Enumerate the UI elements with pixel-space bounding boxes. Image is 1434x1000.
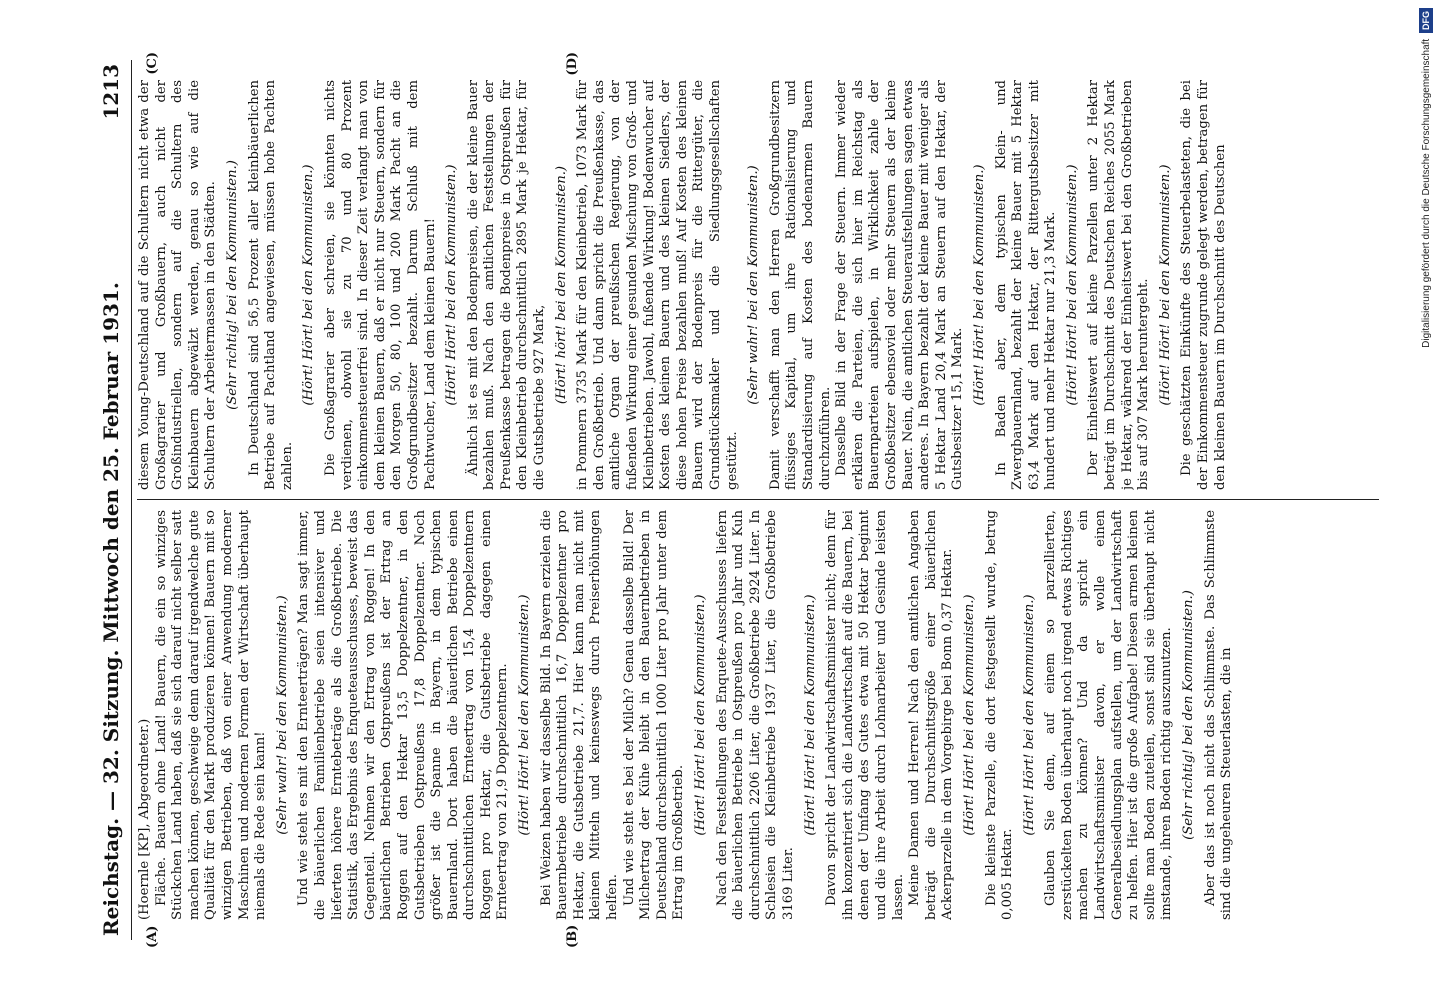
margin-mark-d: (D) [565,52,580,76]
paragraph: Die geschätzten Einkünfte des Steuerbelasteten, die bei der Einkommensteuer zugrunde gelegt werden, betragen für den kleinen Bauern im Durchschnitt des Deutschen [1179,80,1228,490]
document-sheet [85,50,1385,950]
paragraph: Dasselbe Bild in der Frage der Steuern. Immer wieder erklären die Parteien, die sich hier im Reichstag als Bauernparteien aufspielen, in Wirklichkeit zahle der Großbesitzer ebensoviel oder mehr Steuern als der kleine Bauer. Nein, die amtlichen Steueraufstellungen sagen etwas anderes. In Bayern bezahlt der kleine Bauer mit weniger als 5 Hektar Land 20,4 Mark an Steuern auf den Hektar, der Gutsbesitzer 15,1 Mark. [834,80,966,490]
paragraph: Ähnlich ist es mit den Bodenpreisen, die der kleine Bauer bezahlen muß. Nach den amtlichen Feststellungen der Preußenkasse betragen die Bodenpreise in Ostpreußen für den Kleinbetrieb durchschnittlich 2895 Mark je Hektar, für die Gutsbetriebe 927 Mark, [465,80,548,490]
interjection: (Hört! Hört! bei den Kommunisten.) [517,594,533,836]
interjection: (Sehr wahr! bei den Kommunisten.) [746,165,762,405]
interjection: (Sehr wahr! bei den Kommunisten.) [274,595,290,835]
interjection: (Hört! Hört! bei den Kommunisten.) [693,594,708,836]
paragraph: Und wie steht es mit den Ernteerträgen? Man sagt immer, die bäuerlichen Familienbetriebe seien intensiver und lieferten höhere Erntebeträge als die Großbetriebe. Die Statistik, das Ergebnis des Enqueteausschusses, beweist das Gegenteil. Nehmen wir den Ertrag von Roggen! In den bäuerlichen Betrieben Ostpreußens ist der Ertrag an Roggen auf den Hektar 13,5 Doppelzentner, in den Gutsbetrieben Ostpreußens 17,8 Doppelzentner. Noch größer ist die Spanne in Bayern, in dem typischen Bauernland. Dort haben die bäuerlichen Betriebe einen durchschnittlichen Ernteertrag von 15,4 Doppelzentnern Roggen pro Hektar, die Gutsbetriebe dagegen einen Ernteertrag von 21,9 Doppelzentnern. [296,510,511,920]
right-column [137,80,1379,490]
interjection: (Sehr richtig! bei den Kommunisten.) [224,160,240,410]
margin-mark-a: (A) [145,925,160,948]
paragraph: diesem Young-Deutschland auf die Schultern nicht etwa der Großagrarier und Großbauern, auch nicht der Großindustriellen, sondern auf die Schultern des Kleinbauern abgewälzt werden, genau so wie auf die Schultern der Arbeitermassen in den Städten. [137,80,219,490]
margin-mark-c: (C) [145,52,160,75]
interjection: (Hört! Hört! bei den Kommunisten.) [802,594,818,836]
paragraph: Meine Damen und Herren! Nach den amtlichen Angaben beträgt die Durchschnittsgröße einer bäuerlichen Ackerparzelle in dem Vorgebirge bei Bonn 0,37 Hektar. [907,510,956,920]
interjection: (Hört! Hört! bei den Kommunisten.) [444,164,460,406]
paragraph: Die kleinste Parzelle, die dort festgestellt wurde, betrug 0,005 Hektar. [983,510,1016,920]
margin-mark-b: (B) [565,924,580,948]
interjection: (Hört! Hört! bei den Kommunisten.) [1064,164,1080,406]
digitization-note [1419,8,1433,992]
paragraph: in Pommern 3735 Mark für den Kleinbetrieb, 1073 Mark für den Großbetrieb. Und dann spricht die Preußenkasse, das amtliche Organ der preußischen Regierung, von der fußenden Wirkung einer gesunden Mischung von Groß- und Kleinbetrieben. Jawohl, fußende Wirkung! Bodenwucher auf Kosten des kleinen Bauern und des kleinen Siedlers, der diese hohen Preise bezahlen muß! Auf Kosten des kleinen Bauern wird der Bodenpreis für die Rittergüter, die Grundstücksmakler und die Siedlungsgesellschaften gestützt. [575,80,740,490]
interjection: (Hört! Hört! bei den Kommunisten.) [1021,594,1037,836]
paragraph: Die Großagrarier aber schreien, sie könnten nichts verdienen, obwohl sie zu 70 und 80 Prozent einkommensteuerfrei sind. In dieser Zeit verlangt man von dem kleinen Bauern, daß er nicht nur Steuern, sondern für den Morgen 50, 80, 100 und 200 Mark Pacht an die Großgrundbesitzer bezahlt. Darum Schluß mit dem Pachtwucher, Land dem kleinen Bauern! [322,80,438,490]
left-column [137,510,1379,920]
interjection: (Hört! Hört! bei den Kommunisten.) [1157,164,1173,406]
paragraph: Aber das ist noch nicht das Schlimmste. Das Schlimmste sind die ungeheuren Steuerlasten, die in [1202,510,1235,920]
paragraph: Der Einheitswert auf kleine Parzellen unter 2 Hektar beträgt im Durchschnitt des Deutschen Reiches 2055 Mark je Hektar, während der Einheitswert bei den Großbetrieben bis auf 307 Mark heruntergeht. [1086,80,1152,490]
page-header [85,60,132,940]
paragraph: Glauben Sie denn, auf einem so parzellierten, zerstückelten Boden überhaupt noch irgend etwas Richtiges machen zu können? Und da spricht ein Landwirtschaftsminister davon, er wolle einen Generalbesiedlungsplan aufstellen, um der Landwirtschaft zu helfen. Hier ist die große Aufgabe! Diesen armen kleinen sollte man Boden zuteilen, sonst sind sie überhaupt nicht imstande, ihren Boden richtig auszunutzen. [1043,510,1175,920]
column-rule [137,499,1379,500]
running-head: Reichstag. — 32. Sitzung. Mittwoch den 25. Februar 1931. [99,282,123,936]
paragraph: In Deutschland sind 56,5 Prozent aller kleinbäuerlichen Betriebe auf Pachtland angewiesen, müssen hohe Pachten zahlen. [246,80,295,490]
interjection: (Hört! hört! bei den Kommunisten.) [553,165,569,405]
paragraph: (Hoernle [KP], Abgeordneter.) [137,718,152,920]
paragraph: Bei Weizen haben wir dasselbe Bild. In Bayern erzielen die Bauernbetriebe durchschnittlich 16,7 Doppelzentner pro Hektar, die Gutsbetriebe 21,7. Hier kann man nicht mit kleinen Mitteln und keineswegs durch Preiserhöhungen helfen. [538,510,621,920]
interjection: (Sehr richtig! bei den Kommunisten.) [1181,590,1197,840]
paragraph: Und wie steht es bei der Milch? Genau dasselbe Bild! Der Milchertrag der Kühe bleibt in den Bauernbetrieben in Deutschland durchschnittlich 1000 Liter pro Jahr unter dem Ertrag im Großbetrieb. [621,510,687,920]
digitization-text-wrap [1419,8,1433,992]
digitization-text: Digitalisierung gefördert durch die Deutsche Forschungsgemeinschaft [1421,38,1432,348]
paragraph: Davon spricht der Landwirtschaftsminister nicht; denn für ihn konzentriert sich die Landwirtschaft auf die Bauern, bei denen der Umfang des Gutes etwa mit 50 Hektar beginnt und die ihre Arbeit durch Lohnarbeiter und Gesinde leisten lassen. [824,510,906,920]
paragraph: Damit verschafft man den Herren Großgrundbesitzern flüssiges Kapital, um ihre Rationalisierung und Standardisierung auf Kosten des bodenarmen Bauern durchzuführen. [767,80,833,490]
text-columns [137,80,1379,920]
paragraph: Fläche. Bauern ohne Land! Bauern, die ein so winziges Stückchen Land haben, daß sie sich darauf nicht selber satt machen können, geschweige denn darauf irgendwelche gute Qualität für den Markt produzieren können! Bauern mit so winzigen Betrieben, daß von einer Anwendung moderner Maschinen und modernen Formen der Wirtschaft überhaupt niemals die Rede sein kann! [153,510,269,920]
interjection: (Hört! Hört! bei den Kommunisten.) [971,164,987,406]
interjection: (Hört! Hört! bei den Kommunisten.) [961,594,977,836]
paragraph: In Baden aber, dem typischen Klein- und Zwergbauernland, bezahlt der kleine Bauer mit 5 Hektar 63,4 Mark auf den Hektar, der Rittergutsbesitzer mit hundert und mehr Hektar nur 21,3 Mark. [993,80,1059,490]
page-number: 1213 [99,64,123,120]
interjection: (Hört! Hört! bei den Kommunisten.) [301,164,317,406]
dfg-logo: DFG [1419,8,1433,33]
paragraph: Nach den Feststellungen des Enquete-Ausschusses liefern die bäuerlichen Betriebe in Ostpreußen pro Jahr und Kuh durchschnittlich 2206 Liter, die Großbetriebe 2924 Liter. In Schlesien die Kleinbetriebe 1937 Liter, die Großbetriebe 3169 Liter. [714,510,796,920]
